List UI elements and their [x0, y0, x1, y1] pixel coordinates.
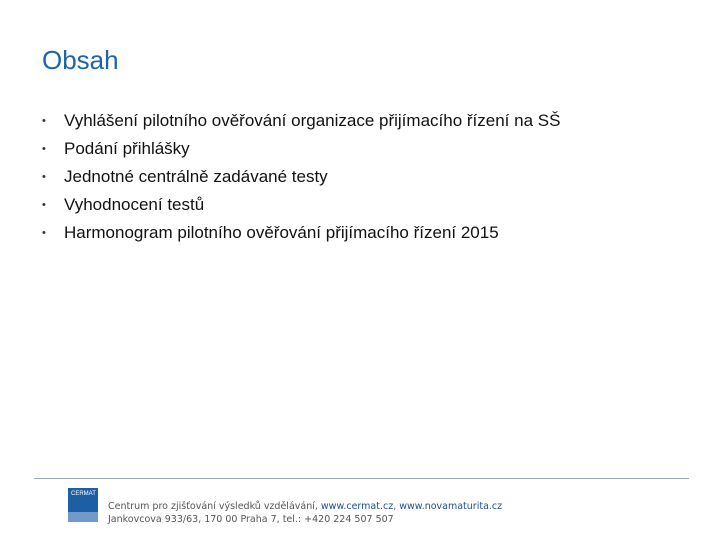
logo-text: CERMAT — [71, 491, 96, 497]
footer-address: Jankovcova 933/63, 170 00 Praha 7, tel.: +420 224 507 507 — [108, 514, 394, 525]
list-item-text: Podání přihlášky — [64, 139, 190, 158]
list-item-text: Jednotné centrálně zadávané testy — [64, 167, 328, 186]
list-item-text: Harmonogram pilotního ověřování přijímacího řízení 2015 — [64, 223, 499, 242]
footer-line-1 — [108, 500, 502, 513]
bullet-icon: • — [42, 171, 46, 183]
list-item — [42, 219, 560, 247]
contents-list — [42, 107, 560, 247]
slide-title: Obsah — [42, 45, 119, 75]
bullet-icon: • — [42, 115, 46, 127]
footer-org-name: Centrum pro zjišťování výsledků vzdělávání, — [108, 501, 321, 512]
cermat-logo — [68, 488, 98, 522]
list-item — [42, 107, 560, 135]
cermat-link[interactable]: www.cermat.cz — [320, 501, 394, 512]
novamaturita-link[interactable]: www.novamaturita.cz — [399, 501, 503, 512]
footer-info — [108, 500, 502, 526]
footer-divider — [34, 478, 689, 479]
logo-band — [68, 512, 98, 522]
list-item — [42, 191, 560, 219]
bullet-icon: • — [42, 227, 46, 239]
bullet-icon: • — [42, 199, 46, 211]
list-item-text: Vyhodnocení testů — [64, 195, 205, 214]
list-item — [42, 135, 560, 163]
bullet-icon: • — [42, 143, 46, 155]
list-item — [42, 163, 560, 191]
footer-separator: , — [393, 501, 400, 512]
list-item-text: Vyhlášení pilotního ověřování organizace přijímacího řízení na SŠ — [64, 111, 561, 130]
